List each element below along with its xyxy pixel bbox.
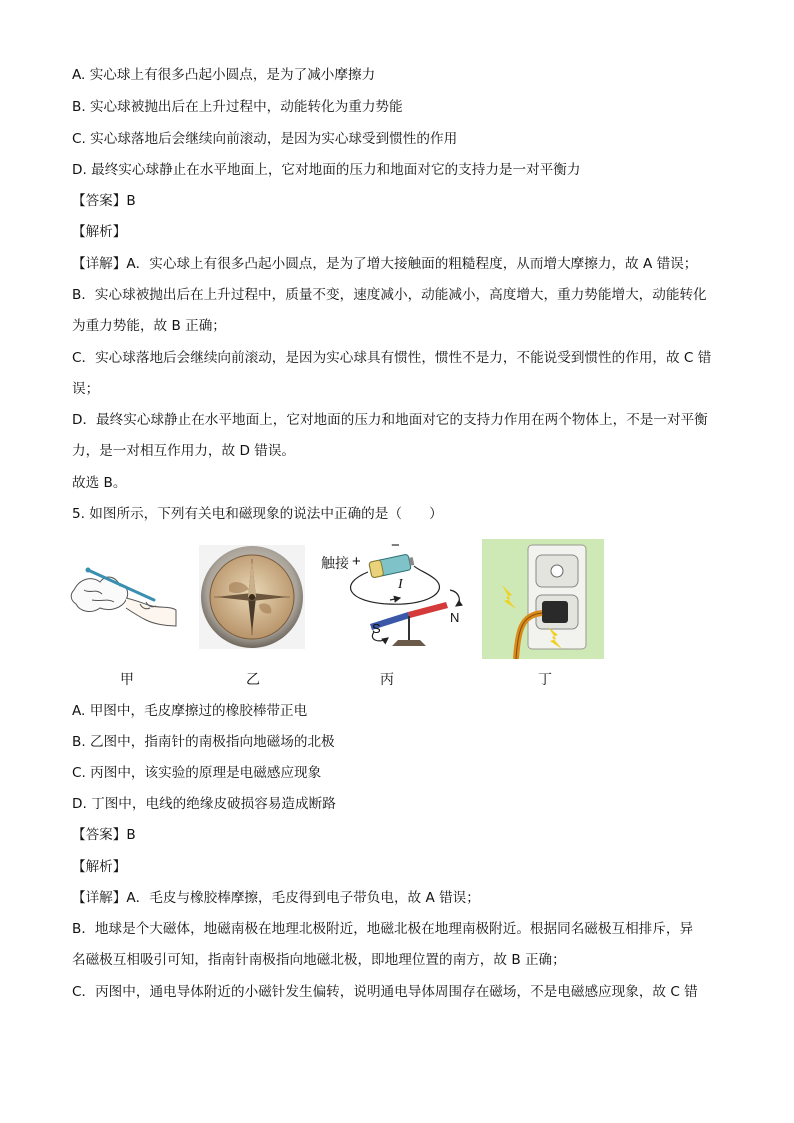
q5-detail-line: C．丙图中，通电导体附近的小磁针发生偏转，说明通电导体周围存在磁场，不是电磁感应现象，故 C 错 [72, 984, 698, 1000]
prev-detail-line: 【详解】A．实心球上有很多凸起小圆点，是为了增大接触面的粗糙程度，从而增大摩擦力，故 A 错误； [72, 256, 698, 272]
q5-option-d: D. 丁图中，电线的绝缘皮破损容易造成断路 [72, 796, 336, 812]
label-south: S [372, 621, 381, 636]
figure-yi-compass-illustration [199, 545, 305, 649]
prev-detail-line: B．实心球被抛出后在上升过程中，质量不变，速度减小，动能减小，高度增大，重力势能增大，动能转化 [72, 287, 707, 303]
caption-bing: 丙 [380, 672, 394, 688]
q5-detail-line: B．地球是个大磁体，地磁南极在地理北极附近，地磁北极在地理南极附近。根据同名磁极互相排斥，异 [72, 921, 694, 937]
q5-option-a: A. 甲图中，毛皮摩擦过的橡胶棒带正电 [72, 703, 308, 719]
q5-detail-line: 【详解】A．毛皮与橡胶棒摩擦，毛皮得到电子带负电，故 A 错误； [72, 890, 480, 906]
question-5-stem: 5. 如图所示，下列有关电和磁现象的说法中正确的是（ ） [72, 506, 443, 522]
label-plus: + [352, 553, 361, 570]
label-north: N [450, 610, 460, 625]
label-touch: 触接 [321, 555, 349, 571]
prev-detail-line: 为重力势能，故 B 正确； [72, 318, 226, 334]
caption-ding: 丁 [538, 672, 552, 688]
figure-bing-oersted-illustration [318, 540, 468, 660]
prev-detail-line: C．实心球落地后会继续向前滚动，是因为实心球具有惯性，惯性不是力，不能说受到惯性的作用，故 C 错 [72, 350, 712, 366]
q5-detail-line: 名磁极互相吸引可知，指南针南极指向地磁北极，即地理位置的南方，故 B 正确； [72, 952, 566, 968]
prev-detail-line: 力，是一对相互作用力，故 D 错误。 [72, 443, 296, 459]
q5-option-b: B. 乙图中，指南针的南极指向地磁场的北极 [72, 734, 335, 750]
prev-option-b: B. 实心球被抛出后在上升过程中，动能转化为重力势能 [72, 99, 403, 115]
prev-analysis-label: 【解析】 [72, 224, 127, 240]
prev-conclusion: 故选 B。 [72, 475, 127, 491]
q5-answer: 【答案】B [72, 827, 136, 843]
q5-option-c: C. 丙图中，该实验的原理是电磁感应现象 [72, 765, 322, 781]
caption-yi: 乙 [246, 672, 260, 688]
caption-jia: 甲 [120, 672, 134, 688]
prev-option-a: A. 实心球上有很多凸起小圆点，是为了减小摩擦力 [72, 67, 376, 83]
prev-detail-line: D．最终实心球静止在水平地面上，它对地面的压力和地面对它的支持力作用在两个物体上，不是一对平衡 [72, 412, 708, 428]
label-current: I [398, 577, 403, 592]
figure-ding-outlet-illustration [482, 539, 604, 659]
prev-answer: 【答案】B [72, 193, 136, 209]
prev-option-c: C. 实心球落地后会继续向前滚动，是因为实心球受到惯性的作用 [72, 131, 458, 147]
prev-detail-line: 误； [72, 381, 100, 397]
q5-analysis-label: 【解析】 [72, 859, 127, 875]
prev-option-d: D. 最终实心球静止在水平地面上，它对地面的压力和地面对它的支持力是一对平衡力 [72, 162, 581, 178]
label-minus: − [391, 540, 400, 554]
figure-jia-rubbing-illustration [70, 560, 178, 630]
